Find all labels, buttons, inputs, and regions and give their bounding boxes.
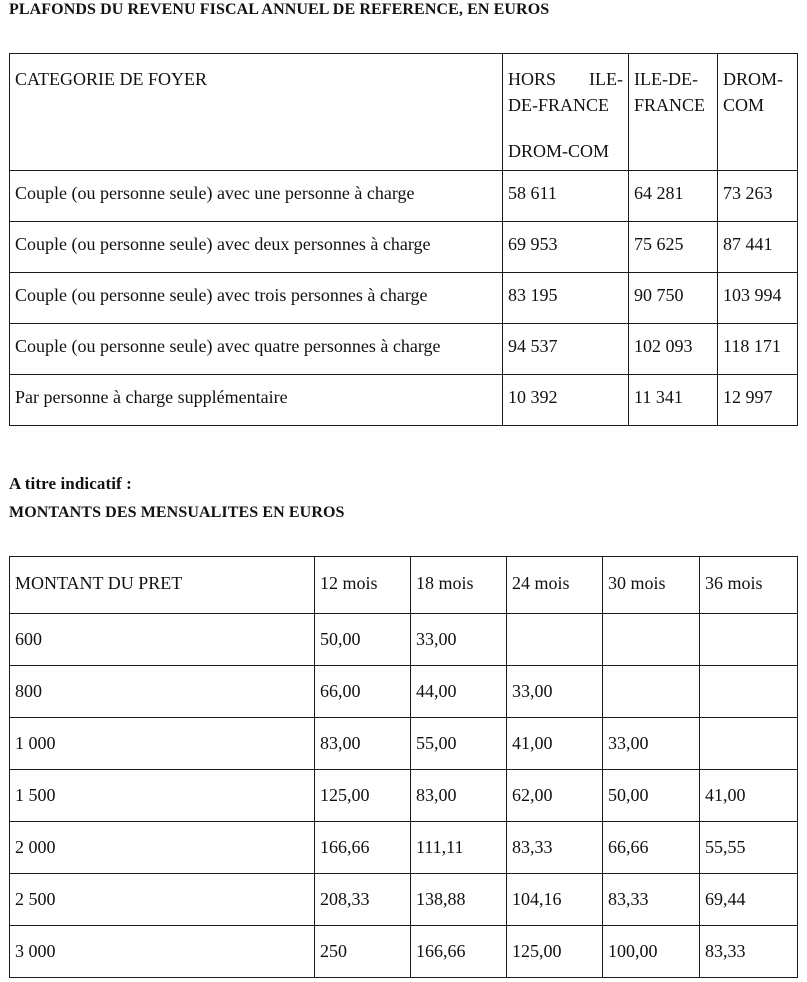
cell-24-mois: 104,16 xyxy=(507,874,603,926)
cell-hors-idf: 10 392 xyxy=(503,375,629,426)
cell-12-mois: 66,00 xyxy=(315,666,411,718)
header-hors-idf xyxy=(503,54,629,171)
cell-30-mois xyxy=(603,666,700,718)
cell-12-mois: 125,00 xyxy=(315,770,411,822)
header-hors-idf-line3: DROM-COM xyxy=(508,141,610,161)
cell-36-mois: 69,44 xyxy=(700,874,798,926)
cell-36-mois: 55,55 xyxy=(700,822,798,874)
cell-36-mois: 41,00 xyxy=(700,770,798,822)
table-mensualites xyxy=(9,556,798,978)
table-row xyxy=(10,666,798,718)
cell-30-mois xyxy=(603,614,700,666)
header-montant: MONTANT DU PRET xyxy=(10,557,315,614)
cell-18-mois: 111,11 xyxy=(411,822,507,874)
cell-drom: 73 263 xyxy=(718,171,798,222)
title-plafonds: PLAFONDS DU REVENU FISCAL ANNUEL DE REFERENCE, EN EUROS xyxy=(9,1,550,18)
cell-24-mois: 83,33 xyxy=(507,822,603,874)
row-label: Couple (ou personne seule) avec une personne à charge xyxy=(10,171,503,222)
cell-drom: 12 997 xyxy=(718,375,798,426)
cell-montant: 3 000 xyxy=(10,926,315,978)
cell-24-mois xyxy=(507,614,603,666)
cell-hors-idf: 83 195 xyxy=(503,273,629,324)
header-12-mois: 12 mois xyxy=(315,557,411,614)
header-idf-line2: FRANCE xyxy=(634,95,706,115)
cell-montant: 2 500 xyxy=(10,874,315,926)
table-row xyxy=(10,273,798,324)
table-row xyxy=(10,770,798,822)
header-24-mois: 24 mois xyxy=(507,557,603,614)
cell-30-mois: 66,66 xyxy=(603,822,700,874)
cell-idf: 90 750 xyxy=(629,273,718,324)
cell-montant: 2 000 xyxy=(10,822,315,874)
cell-12-mois: 208,33 xyxy=(315,874,411,926)
cell-montant: 600 xyxy=(10,614,315,666)
title-mensualites: MONTANTS DES MENSUALITES EN EUROS xyxy=(9,504,345,521)
cell-36-mois: 83,33 xyxy=(700,926,798,978)
table-row xyxy=(10,222,798,273)
header-idf xyxy=(629,54,718,171)
cell-idf: 102 093 xyxy=(629,324,718,375)
header-categorie: CATEGORIE DE FOYER xyxy=(10,54,503,171)
cell-30-mois: 83,33 xyxy=(603,874,700,926)
cell-12-mois: 83,00 xyxy=(315,718,411,770)
table-header-row xyxy=(10,557,798,614)
header-hors-idf-line1: HORS ILE- xyxy=(508,69,623,89)
table-row xyxy=(10,926,798,978)
header-drom-line1: DROM- xyxy=(723,69,784,89)
cell-idf: 64 281 xyxy=(629,171,718,222)
header-18-mois: 18 mois xyxy=(411,557,507,614)
cell-18-mois: 44,00 xyxy=(411,666,507,718)
cell-idf: 11 341 xyxy=(629,375,718,426)
cell-36-mois xyxy=(700,614,798,666)
header-drom xyxy=(718,54,798,171)
table-row xyxy=(10,822,798,874)
cell-24-mois: 33,00 xyxy=(507,666,603,718)
cell-18-mois: 55,00 xyxy=(411,718,507,770)
header-idf-line1: ILE-DE- xyxy=(634,69,698,89)
table-header-row xyxy=(10,54,798,171)
table-row xyxy=(10,718,798,770)
header-drom-line2: COM xyxy=(723,95,765,115)
cell-12-mois: 250 xyxy=(315,926,411,978)
cell-18-mois: 33,00 xyxy=(411,614,507,666)
cell-24-mois: 62,00 xyxy=(507,770,603,822)
cell-drom: 118 171 xyxy=(718,324,798,375)
cell-36-mois xyxy=(700,666,798,718)
cell-30-mois: 50,00 xyxy=(603,770,700,822)
cell-30-mois: 33,00 xyxy=(603,718,700,770)
cell-montant: 800 xyxy=(10,666,315,718)
cell-drom: 103 994 xyxy=(718,273,798,324)
cell-18-mois: 138,88 xyxy=(411,874,507,926)
row-label: Couple (ou personne seule) avec deux personnes à charge xyxy=(10,222,503,273)
cell-hors-idf: 58 611 xyxy=(503,171,629,222)
subtitle-indicatif: A titre indicatif : xyxy=(9,474,132,493)
cell-12-mois: 166,66 xyxy=(315,822,411,874)
header-30-mois: 30 mois xyxy=(603,557,700,614)
cell-montant: 1 000 xyxy=(10,718,315,770)
cell-drom: 87 441 xyxy=(718,222,798,273)
row-label: Couple (ou personne seule) avec quatre personnes à charge xyxy=(10,324,503,375)
cell-12-mois: 50,00 xyxy=(315,614,411,666)
cell-18-mois: 166,66 xyxy=(411,926,507,978)
cell-idf: 75 625 xyxy=(629,222,718,273)
cell-hors-idf: 94 537 xyxy=(503,324,629,375)
cell-30-mois: 100,00 xyxy=(603,926,700,978)
cell-18-mois: 83,00 xyxy=(411,770,507,822)
row-label: Couple (ou personne seule) avec trois personnes à charge xyxy=(10,273,503,324)
cell-36-mois xyxy=(700,718,798,770)
table-row xyxy=(10,324,798,375)
cell-24-mois: 41,00 xyxy=(507,718,603,770)
row-label: Par personne à charge supplémentaire xyxy=(10,375,503,426)
cell-24-mois: 125,00 xyxy=(507,926,603,978)
cell-hors-idf: 69 953 xyxy=(503,222,629,273)
cell-montant: 1 500 xyxy=(10,770,315,822)
table-row xyxy=(10,375,798,426)
table-row xyxy=(10,614,798,666)
table-plafonds xyxy=(9,53,798,426)
header-hors-idf-line2: DE-FRANCE xyxy=(508,95,610,115)
table-row xyxy=(10,874,798,926)
header-36-mois: 36 mois xyxy=(700,557,798,614)
table-row xyxy=(10,171,798,222)
